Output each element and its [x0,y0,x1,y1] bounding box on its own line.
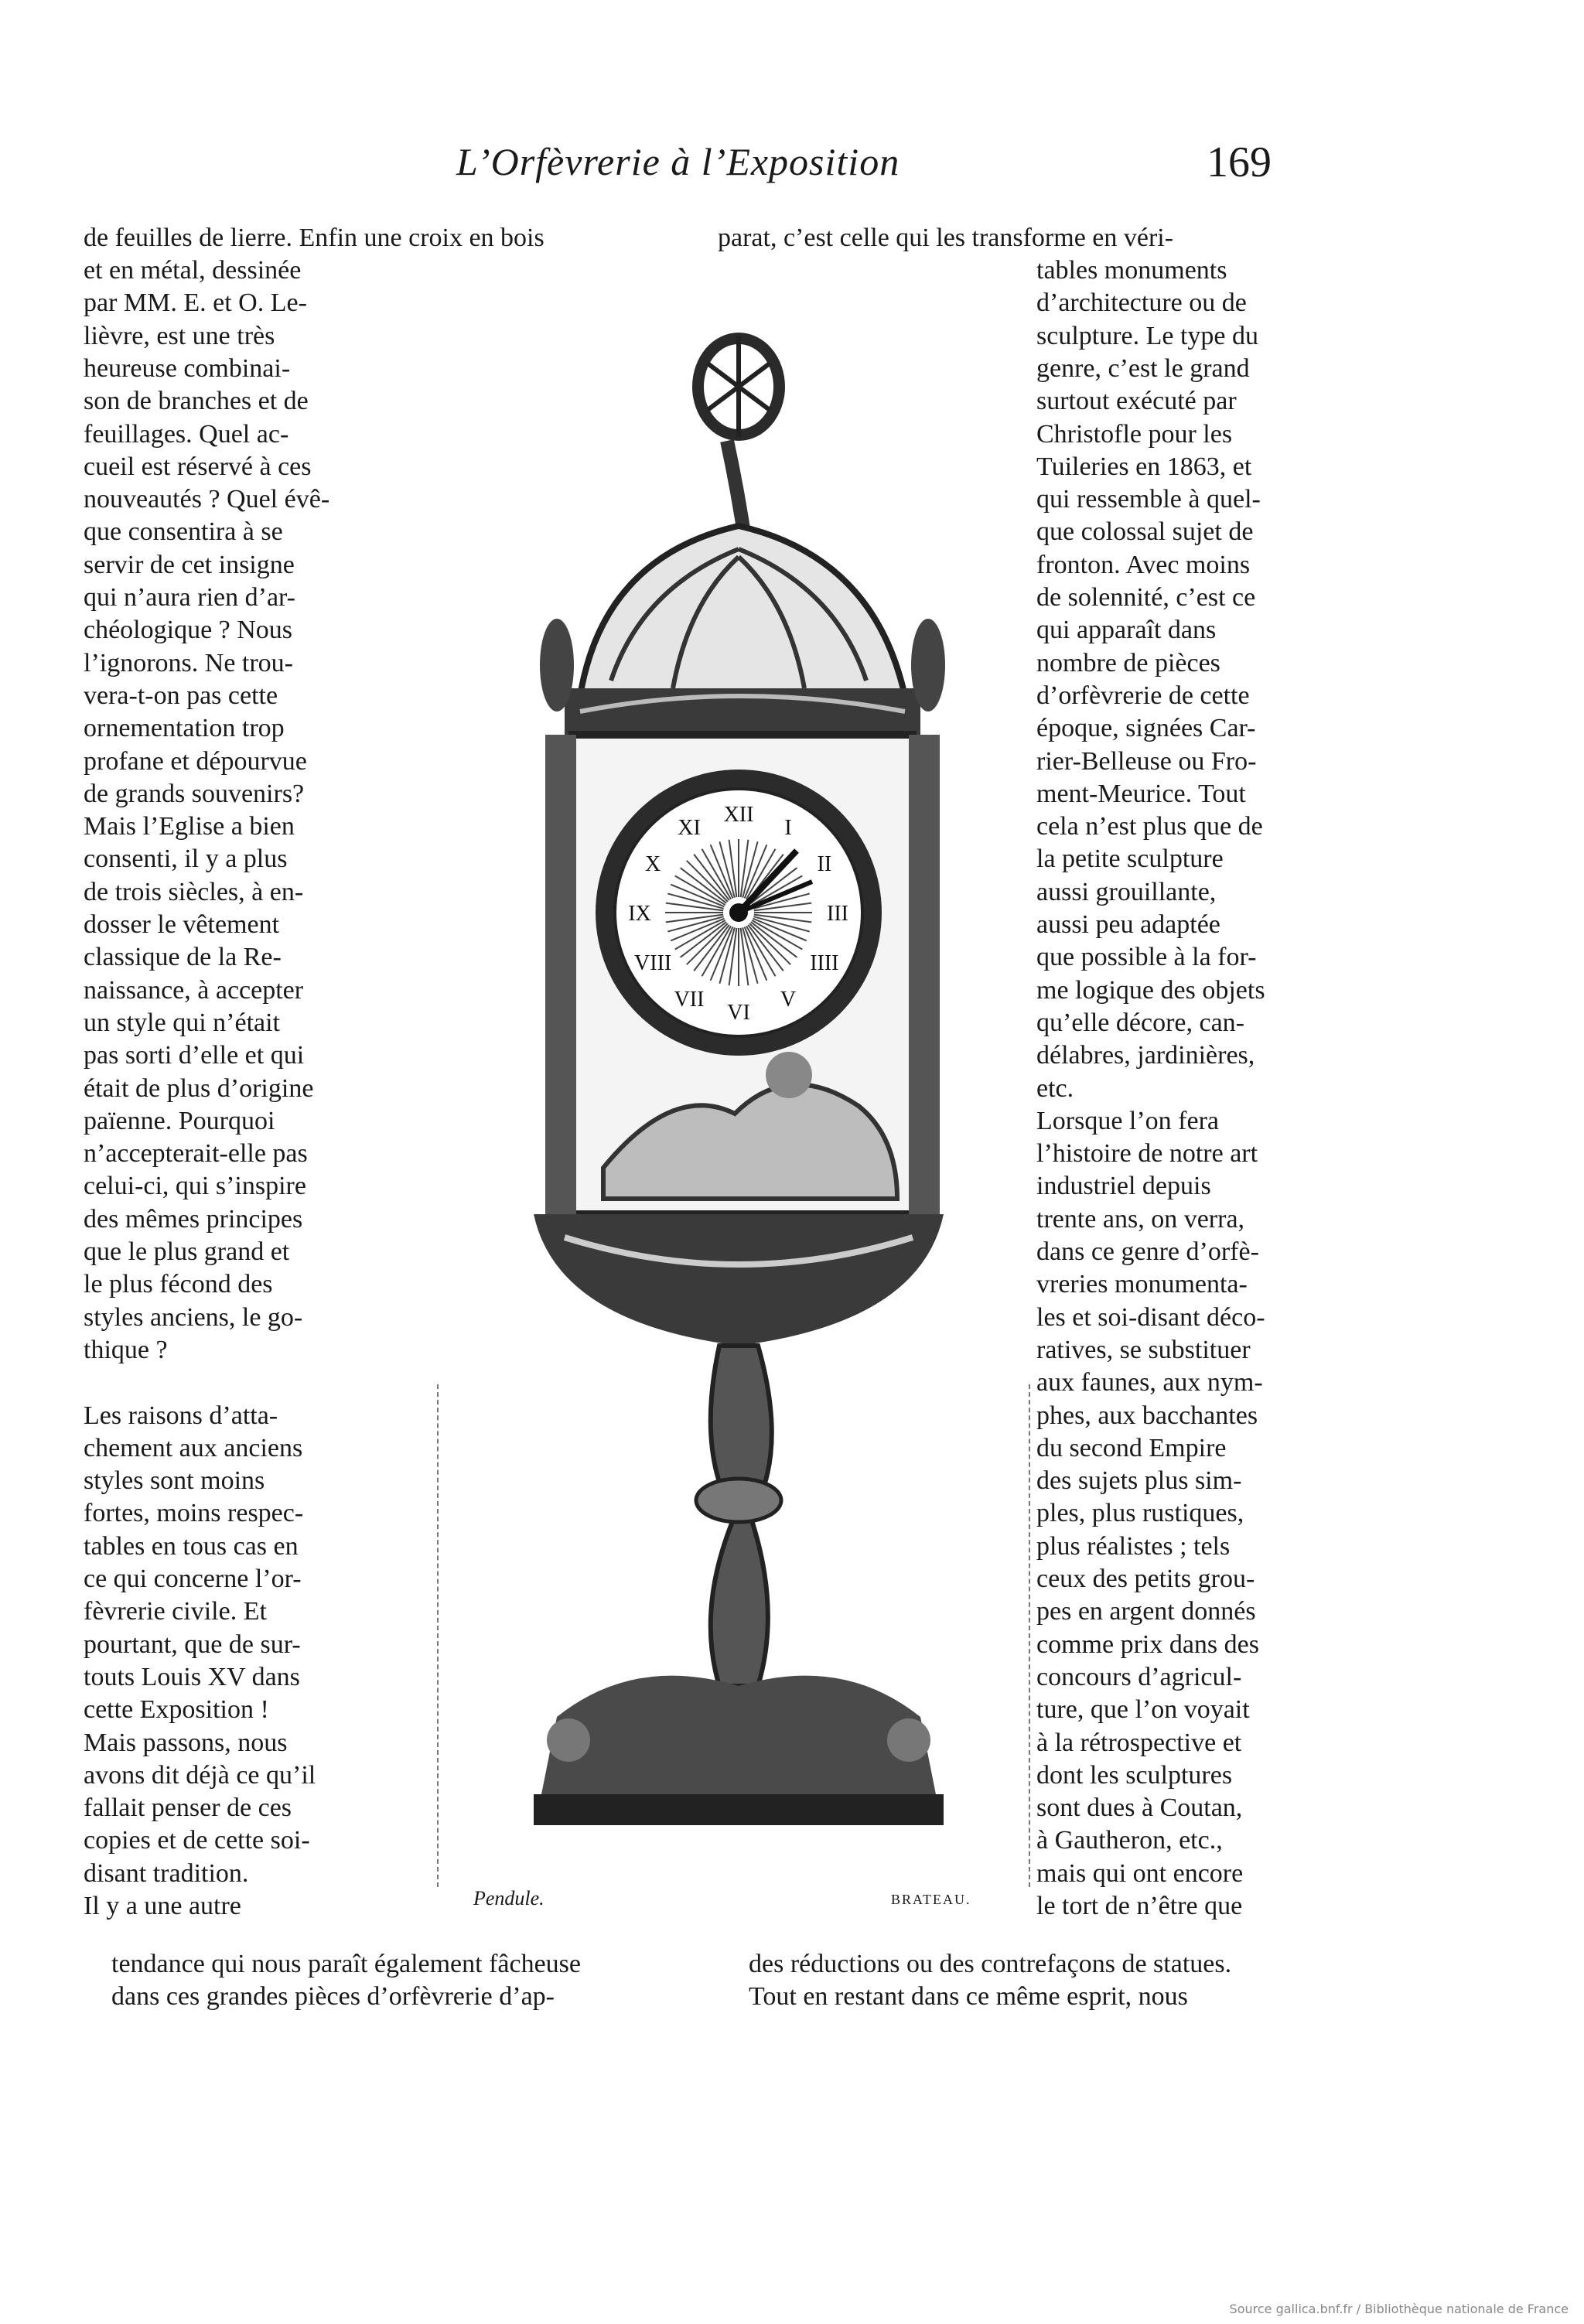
right-column-line: délabres, jardinières, [1036,1041,1255,1070]
right-column-line: cela n’est plus que de [1036,812,1263,841]
clock-numeral: IX [628,902,651,926]
left-column-line: qui n’aura rien d’ar- [84,583,296,612]
clock-illustration [441,294,1036,1879]
figure-credit: BRATEAU. [891,1892,971,1907]
clock-case [545,735,940,1214]
right-column-line: tables monuments [1036,256,1227,285]
left-column-line: des mêmes principes [84,1204,303,1234]
right-column-line: à Gautheron, etc., [1036,1826,1223,1855]
running-title: L’Orfèvrerie à l’Exposition [456,140,900,183]
left-column-line: son de branches et de [84,387,309,416]
right-column-line: ples, plus rustiques, [1036,1499,1244,1528]
left-column-line: païenne. Pourquoi [84,1106,275,1135]
right-column-line: plus réalistes ; tels [1036,1531,1231,1561]
right-column-line: nombre de pièces [1036,648,1220,677]
clock-numeral: III [827,902,848,926]
finial [692,333,785,549]
right-column-line: d’orfèvrerie de cette [1036,681,1250,710]
left-column-line: naissance, à accepter [84,975,304,1005]
right-column-line: que possible à la for- [1036,943,1257,972]
right-column-line: industriel depuis [1036,1172,1211,1201]
left-column-line: cueil est réservé à ces [84,452,312,481]
right-column-line: pes en argent donnés [1036,1597,1256,1626]
clock-numeral: IIII [810,951,839,975]
left-column-line: le plus fécond des [84,1270,273,1299]
left-column-line: disant tradition. [84,1858,249,1888]
stand [534,1214,944,1825]
right-column-line: Christofle pour les [1036,419,1233,449]
right-column-line: Lorsque l’on fera [1036,1106,1220,1135]
clock-numeral: V [780,987,797,1012]
clock-numeral: VI [727,1001,750,1025]
right-column-line: trente ans, on verra, [1036,1204,1245,1234]
left-column-line: un style qui n’était [84,1008,281,1037]
bottom-line-1-right: des réductions ou des contrefaçons de statues. [749,1950,1232,1978]
right-column-line: aussi grouillante, [1036,877,1217,906]
left-column-line: styles sont moins [84,1466,265,1496]
left-column-line: celui-ci, qui s’inspire [84,1172,306,1201]
page-number: 169 [1207,138,1272,186]
right-column-line: vreries monumenta- [1036,1270,1248,1299]
left-column-line: heureuse combinai- [84,353,291,383]
right-column-line: de solennité, c’est ce [1036,583,1256,612]
right-column-line: ratives, se substituer [1036,1335,1251,1364]
right-column-line: du second Empire [1036,1433,1227,1462]
left-column-line: pourtant, que de sur- [84,1630,301,1659]
figure-caption: Pendule. [473,1887,544,1909]
clock-numeral: X [645,852,661,876]
left-column-line: l’ignorons. Ne trou- [84,648,294,677]
left-column-line: tables en tous cas en [84,1531,299,1561]
left-column-line: lièvre, est une très [84,321,275,350]
right-column-line: genre, c’est le grand [1036,353,1250,383]
right-column-line: mais qui ont encore [1036,1858,1244,1888]
left-column-line: copies et de cette soi- [84,1826,310,1855]
clock-numeral: XI [678,816,701,841]
right-column-line: l’histoire de notre art [1036,1139,1258,1169]
left-column-line: ornementation trop [84,714,285,743]
right-column-line: sculpture. Le type du [1036,321,1259,350]
clock-numeral: VII [674,987,705,1012]
right-column-line: rier-Belleuse ou Fro- [1036,746,1257,776]
left-column-line: Il y a une autre [84,1892,241,1920]
left-column-line: de grands souvenirs? [84,779,305,808]
right-column-line: concours d’agricul- [1036,1662,1242,1691]
source-watermark: Source gallica.bnf.fr / Bibliothèque nationale de France [1229,2302,1569,2316]
right-column-line: aussi peu adaptée [1036,910,1220,939]
right-column-line: qui ressemble à quel- [1036,485,1261,514]
right-column-line: le tort de n’être que [1036,1892,1243,1920]
left-column-line: pas sorti d’elle et qui [84,1041,305,1070]
left-column-line: que le plus grand et [84,1237,290,1266]
right-column-line: que colossal sujet de [1036,517,1254,547]
right-column-line: fronton. Avec moins [1036,550,1251,579]
top-line-left: de feuilles de lierre. Enfin une croix en bois [84,224,544,252]
left-column-line: thique ? [84,1335,168,1364]
left-column-line: Les raisons d’atta- [84,1401,278,1430]
top-line-right: parat, c’est celle qui les transforme en véri- [718,224,1174,252]
pendule-drawing [441,294,1036,1879]
left-column-line: chéologique ? Nous [84,616,293,645]
left-column-line: dosser le vêtement [84,910,280,939]
right-column-line: la petite sculpture [1036,845,1224,874]
bottom-line-2-left: dans ces grandes pièces d’orfèvrerie d’ap- [111,1982,555,2011]
bottom-line-2-right: Tout en restant dans ce même esprit, nous [749,1982,1188,2011]
right-column-line: ceux des petits grou- [1036,1565,1255,1593]
left-column-line: styles anciens, le go- [84,1302,303,1332]
right-column-line: qui apparaît dans [1036,616,1217,645]
left-column-line: fallait penser de ces [84,1793,292,1823]
left-column-line: était de plus d’origine [84,1073,314,1103]
left-column-line: vera-t-on pas cette [84,681,278,710]
left-column-line: de trois siècles, à en- [84,877,304,906]
dome [540,526,945,735]
right-column-line: aux faunes, aux nym- [1036,1368,1263,1397]
right-column-line: des sujets plus sim- [1036,1466,1242,1496]
right-column-line: sont dues à Coutan, [1036,1793,1243,1823]
right-column-line: ture, que l’on voyait [1036,1695,1250,1725]
right-column-line: ment-Meurice. Tout [1036,779,1246,808]
left-column-line: et en métal, dessinée [84,256,302,285]
right-column-line: Tuileries en 1863, et [1036,452,1252,481]
left-column-line: Mais l’Eglise a bien [84,812,295,841]
right-column-line: me logique des objets [1036,975,1265,1005]
right-column-line: phes, aux bacchantes [1036,1401,1258,1430]
left-column-line: cette Exposition ! [84,1695,269,1725]
left-column-line: servir de cet insigne [84,550,295,579]
right-column-line: dans ce genre d’orfè- [1036,1237,1259,1266]
left-column-line: n’accepterait-elle pas [84,1139,308,1169]
right-column-line: qu’elle décore, can- [1036,1008,1244,1037]
left-column-line: classique de la Re- [84,943,282,972]
clock-numeral: XII [723,803,754,827]
right-column-line: d’architecture ou de [1036,288,1247,318]
right-column-line: comme prix dans des [1036,1630,1259,1659]
left-column-line: fortes, moins respec- [84,1499,304,1528]
right-column-line: etc. [1036,1073,1074,1103]
bottom-line-1-left: tendance qui nous paraît également fâcheuse [111,1950,582,1978]
left-column-line: Mais passons, nous [84,1728,288,1757]
left-column-line: que consentira à se [84,517,283,547]
clock-numeral: II [817,852,832,876]
left-column-line: feuillages. Quel ac- [84,419,289,449]
clock-numeral: VIII [634,951,672,975]
clock-numeral: I [784,816,792,841]
right-column-line: surtout exécuté par [1036,387,1237,416]
left-column-line: ce qui concerne l’or- [84,1565,302,1593]
left-column-line: avons dit déjà ce qu’il [84,1760,316,1790]
left-column-line: nouveautés ? Quel évê- [84,485,330,514]
left-column-line: profane et dépourvue [84,746,307,776]
right-column-line: dont les sculptures [1036,1760,1233,1790]
left-column-line: touts Louis XV dans [84,1662,300,1691]
left-column-line: chement aux anciens [84,1433,303,1462]
left-column-line: par MM. E. et O. Le- [84,288,307,318]
right-column-line: les et soi-disant déco- [1036,1302,1265,1332]
left-column-line: fèvrerie civile. Et [84,1597,267,1626]
right-column-line: époque, signées Car- [1036,714,1256,743]
left-column-line: consenti, il y a plus [84,845,288,874]
right-column-line: à la rétrospective et [1036,1728,1242,1757]
